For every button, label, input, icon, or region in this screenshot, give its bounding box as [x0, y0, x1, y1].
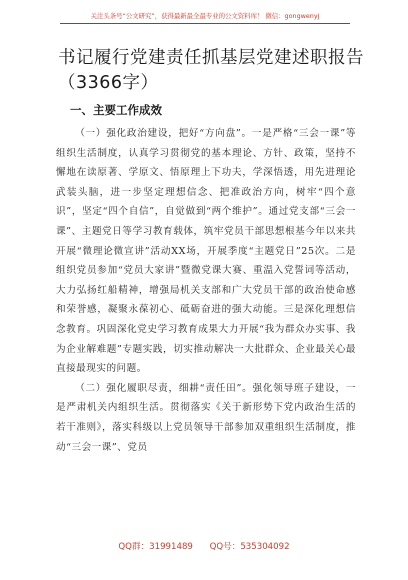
- paragraph: （一）强化政治建设，把好“方向盘”。一是严格“三会一课”等组织生活制度，认真学习贯彻党的基本理论、方针、政策，坚持不懈地在读原著、学原文、悟原理上下功夫，学深悟透，用先进理论武装头脑，进一步坚定理想信念、把准政治方向，树牢“四个意识”，坚定“四个自信”，自觉做到“两个维护”。通过党支部“三会一课”、主题党日等学习教育载体，筑牢党员干部思想根基今年以来共开展“微理论微宣讲”活动XX场，开展季度“主题党日”25次。二是组织党员参加“党员大家讲”暨微党课大赛、重温入党誓词等活动，大力弘扬红船精神，增强局机关支部和广大党员干部的政治使命感和荣誉感，凝聚永葆初心、砥砺奋进的强大动能。三是深化理想信念教育。巩固深化党史学习教育成果大力开展“我为群众办实事、我为企业解难题”专题实践，切实推动解决一大批群众、企业最关心最直接最现实的问题。: [56, 128, 356, 375]
- document-body: [56, 124, 356, 457]
- footer-qq-group: QQ群：31991489: [118, 542, 193, 552]
- footer-contact: [0, 540, 408, 552]
- section-heading: 一、主要工作成效: [70, 103, 162, 117]
- footer-qq-number: QQ号：535304092: [209, 542, 290, 552]
- paragraph: （二）强化履职尽责，细耕“责任田”。强化领导班子建设，一是严肃机关内组织生活。贯彻落实《关于新形势下党内政治生活的若干准则》，落实科级以上党员领导干部参加双重组织生活制度，推动“三会一课”、党员: [56, 382, 356, 453]
- header-banner: 关注头条号“公文研究”，获得最新最全最专业的公文资料库！ 微信：gongwenyj: [60, 10, 350, 24]
- document-title: 书记履行党建责任抓基层党建述职报告（3366字）: [58, 48, 364, 93]
